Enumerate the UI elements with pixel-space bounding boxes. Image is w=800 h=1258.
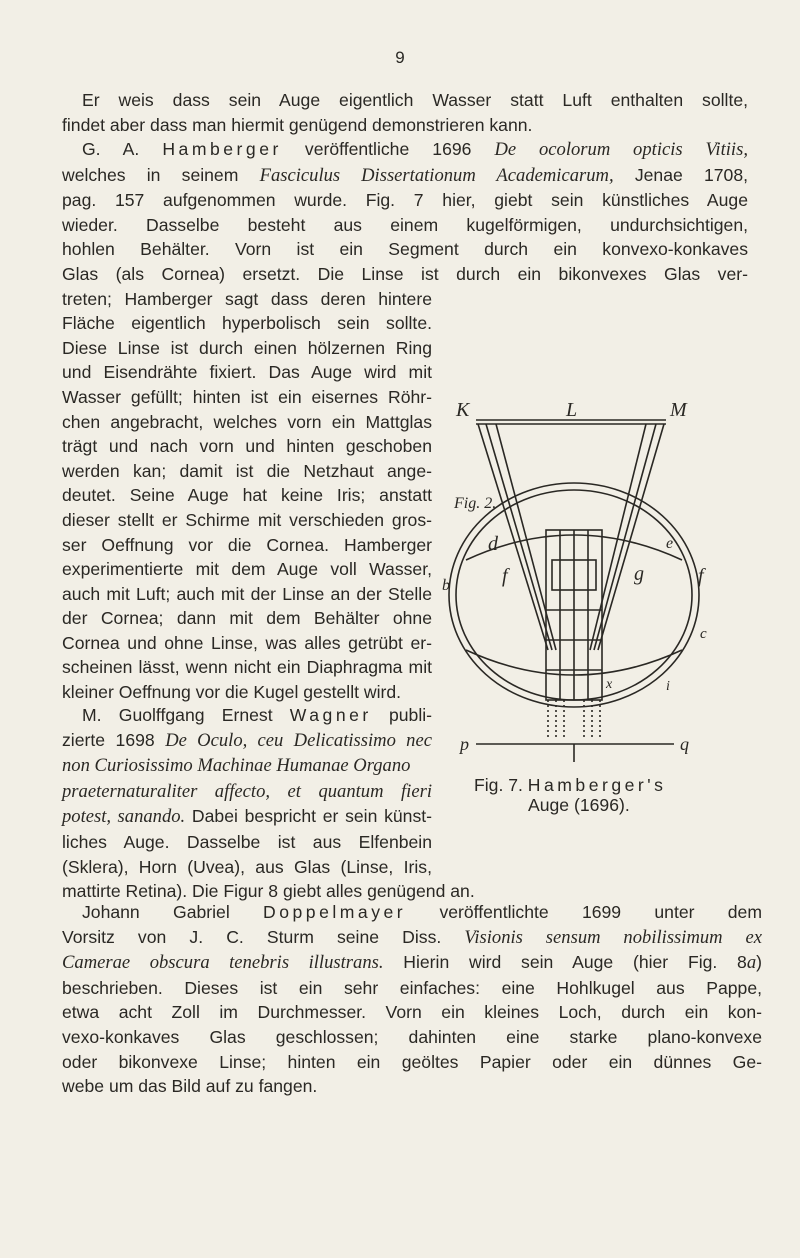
text-line: zierte 1698 De Oculo, ceu Delicatissimo nec (62, 729, 432, 751)
text-line: Camerae obscura tenebris illustrans. Hierin wird sein Auge (hier Fig. 8a) (62, 952, 762, 974)
artificial-eye-figure (436, 400, 716, 780)
text-line: scheinen lässt, wenn nicht ein Diaphragma mit (62, 657, 432, 678)
text-line: dieser stellt er Schirme mit verschieden gros- (62, 509, 432, 530)
book-title: Visionis sensum nobilissimum ex (464, 926, 762, 948)
text-line (62, 753, 432, 779)
label-e: e (666, 535, 674, 552)
label-f-right: f (698, 565, 704, 587)
text-line: chen angebracht, welches vorn ein Mattglas (62, 411, 432, 432)
text-line: webe um das Bild auf zu fangen. (62, 1076, 318, 1097)
text-line: experimentierte mit dem Auge voll Wasser, (62, 559, 432, 580)
label-f-left: f (502, 565, 508, 587)
label-c: c (700, 626, 707, 642)
text-line: kleiner Oeffnung vor die Kugel gestellt wird. (62, 682, 402, 703)
book-title: non Curiosissimo Machinae Humanae Organo (62, 755, 411, 777)
dotted-supports (548, 700, 600, 740)
book-title: De Oculo, ceu Delicatissimo nec (165, 729, 432, 751)
label-i: i (666, 679, 670, 694)
figure-caption: Fig. 7. Hamberger's Auge (1696). (474, 775, 744, 815)
text-line: M. Guolffgang Ernest Wagner publi- (82, 705, 432, 725)
text-line: Diese Linse ist durch einen hölzernen Ring (62, 337, 432, 358)
text-line: etwa acht Zoll im Durchmesser. Vorn ein kleines Loch, durch ein kon- (62, 1002, 762, 1023)
text-line: G. A. Hamberger veröffentliche 1696 De ocolorum opticis Vitiis, (82, 139, 748, 160)
book-title: De ocolorum opticis Vitiis, (494, 139, 748, 160)
text-line: oder bikonvexe Linse; hinten ein geöltes Papier oder ein dünnes Ge- (62, 1051, 762, 1072)
text-line: (Sklera), Horn (Uvea), aus Glas (Linse, Iris, (62, 856, 432, 877)
book-title: Fasciculus Dissertationum Academicarum, (259, 164, 614, 186)
author-name: Hamberger (162, 139, 282, 159)
text-line: vexo-konkaves Glas geschlossen; dahinten eine starke plano-konvexe (62, 1026, 762, 1047)
label-K: K (456, 400, 470, 421)
label-d: d (488, 533, 498, 555)
text-line: findet aber dass man hiermit genügend demonstrieren kann. (62, 114, 533, 135)
text-line: und Eisendrähte fixiert. Das Auge wird mit (62, 362, 432, 383)
text-line: beschrieben. Dieses ist ein sehr einfaches: eine Hohlkugel aus Pappe, (62, 977, 762, 998)
page-number: 9 (395, 48, 405, 67)
text-line: Vorsitz von J. C. Sturm seine Diss. Visionis sensum nobilissimum ex (62, 926, 762, 948)
label-L: L (566, 400, 578, 421)
text-line: der Cornea; dann mit dem Behälter ohne (62, 608, 432, 629)
text-line: werden kan; damit ist die Netzhaut ange- (62, 460, 432, 481)
label-g: g (634, 563, 644, 585)
paragraph-4 (62, 900, 762, 1099)
eye-diagram (436, 400, 716, 780)
caption-line-2: Auge (1696). (528, 795, 630, 815)
label-q: q (680, 734, 689, 754)
text-line: trägt und nach vorn und hinten geschoben (62, 436, 432, 457)
text-line: deutet. Seine Auge hat keine Iris; anstatt (62, 485, 432, 506)
label-b: b (442, 577, 450, 594)
text-line: Cornea und ohne Linse, was alles getrübt er- (62, 632, 432, 653)
text-line: welches in seinem Fasciculus Dissertationum Academicarum, Jenae 1708, (62, 164, 748, 186)
book-title: potest, sanando. (62, 806, 186, 828)
author-name: Doppelmayer (263, 902, 407, 922)
text-line: liches Auge. Dasselbe ist aus Elfenbein (62, 831, 432, 852)
label-M: M (670, 400, 687, 421)
text-line: wieder. Dasselbe besteht aus einem kugelförmigen, undurchsichtigen, (62, 214, 748, 235)
text-line: ser Oeffnung vor die Cornea. Hamberger (62, 534, 432, 555)
text-line (62, 779, 432, 805)
label-p: p (460, 734, 469, 754)
text-line: Er weis dass sein Auge eigentlich Wasser statt Luft enthalten sollte, (82, 90, 748, 110)
text-line: potest, sanando. Dabei bespricht er sein künst- (62, 806, 432, 828)
text-line: pag. 157 aufgenommen wurde. Fig. 7 hier, giebt sein künstliches Auge (62, 190, 748, 211)
label-x: x (606, 677, 613, 692)
text-line: Johann Gabriel Doppelmayer veröffentlichte 1699 unter dem (82, 902, 762, 922)
text-line: Glas (als Cornea) ersetzt. Die Linse ist durch ein bikonvexes Glas ver- (62, 263, 748, 284)
text-line: Fläche eigentlich hyperbolisch sein sollte. (62, 313, 432, 334)
label-fig: Fig. 2. (454, 495, 497, 512)
paragraph-1 (62, 88, 748, 137)
caption-name: Hamberger's (527, 775, 667, 795)
author-name: Wagner (289, 705, 372, 725)
text-line: treten; Hamberger sagt dass deren hintere (62, 288, 432, 309)
book-title: Camerae obscura tenebris illustrans. (62, 952, 384, 974)
text-line: mattirte Retina). Die Figur 8 giebt alles genügend an. (62, 881, 475, 902)
text-line: hohlen Behälter. Vorn ist ein Segment durch ein konvexo-konkaves (62, 239, 748, 260)
book-title: praeternaturaliter affecto, et quantum fieri (62, 780, 432, 802)
text-line: Wasser gefüllt; hinten ist ein eisernes Röhr- (62, 386, 432, 407)
text-line: auch mit Luft; auch mit der Linse an der Stelle (62, 583, 432, 604)
